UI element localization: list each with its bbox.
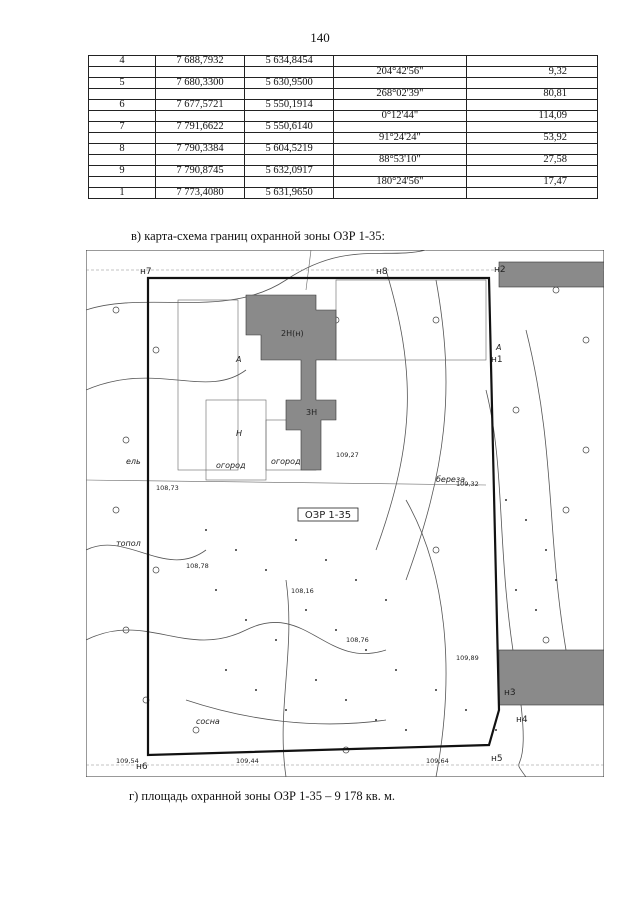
length-cell: 53,92 bbox=[466, 133, 597, 144]
point-label: н6 bbox=[136, 762, 148, 772]
table-row bbox=[89, 56, 598, 67]
point-label: н1 bbox=[491, 355, 503, 365]
length-cell bbox=[466, 100, 597, 111]
terrain-label: топол bbox=[116, 539, 141, 548]
y-coordinate-cell bbox=[245, 89, 334, 100]
x-coordinate-cell bbox=[155, 89, 244, 100]
direction-angle-cell bbox=[334, 122, 467, 133]
x-coordinate-cell: 7 688,7932 bbox=[155, 56, 244, 67]
point-number-cell: 7 bbox=[89, 122, 156, 133]
x-coordinate-cell bbox=[155, 111, 244, 122]
x-coordinate-cell: 7 680,3300 bbox=[155, 78, 244, 89]
length-cell bbox=[466, 188, 597, 199]
x-coordinate-cell bbox=[155, 133, 244, 144]
length-cell: 9,32 bbox=[466, 67, 597, 78]
y-coordinate-cell bbox=[245, 177, 334, 188]
area-caption: г) площадь охранной зоны ОЗР 1-35 – 9 178 кв. м. bbox=[129, 789, 395, 803]
direction-angle-cell: 88°53'10" bbox=[334, 155, 467, 166]
point-label: н7 bbox=[140, 267, 152, 277]
x-coordinate-cell: 7 677,5721 bbox=[155, 100, 244, 111]
point-number-cell: 9 bbox=[89, 166, 156, 177]
length-cell: 17,47 bbox=[466, 177, 597, 188]
table-row bbox=[89, 155, 598, 166]
terrain-label: огород bbox=[216, 461, 246, 470]
point-label: н5 bbox=[491, 754, 503, 764]
x-coordinate-cell bbox=[155, 67, 244, 78]
length-cell bbox=[466, 122, 597, 133]
point-label: н4 bbox=[516, 715, 528, 725]
table-row bbox=[89, 89, 598, 100]
terrain-label: ель bbox=[126, 457, 141, 466]
x-coordinate-cell: 7 791,6622 bbox=[155, 122, 244, 133]
table-row bbox=[89, 177, 598, 188]
direction-angle-cell: 180°24'56" bbox=[334, 177, 467, 188]
terrain-label: сосна bbox=[196, 717, 220, 726]
page-number: 140 bbox=[310, 30, 330, 45]
direction-angle-cell bbox=[334, 56, 467, 67]
y-coordinate-cell: 5 550,1914 bbox=[245, 100, 334, 111]
terrain-label: береза bbox=[436, 475, 466, 484]
elevation-label: 109,44 bbox=[236, 757, 259, 765]
zone-label: ОЗР 1-35 bbox=[304, 510, 352, 521]
table-row bbox=[89, 111, 598, 122]
point-number-cell bbox=[89, 155, 156, 166]
y-coordinate-cell bbox=[245, 155, 334, 166]
length-cell bbox=[466, 144, 597, 155]
x-coordinate-cell: 7 790,8745 bbox=[155, 166, 244, 177]
direction-angle-cell bbox=[334, 100, 467, 111]
point-number-cell bbox=[89, 133, 156, 144]
length-cell bbox=[466, 166, 597, 177]
elevation-label: 109,89 bbox=[456, 654, 479, 662]
point-number-cell: 4 bbox=[89, 56, 156, 67]
zone-map-drawing bbox=[86, 250, 604, 777]
table-row bbox=[89, 188, 598, 199]
elevation-label: 109,64 bbox=[426, 757, 449, 765]
y-coordinate-cell bbox=[245, 111, 334, 122]
y-coordinate-cell: 5 550,6140 bbox=[245, 122, 334, 133]
direction-angle-cell bbox=[334, 166, 467, 177]
building-label: 2Н(н) bbox=[281, 329, 304, 338]
table-row bbox=[89, 67, 598, 78]
point-number-cell: 6 bbox=[89, 100, 156, 111]
point-number-cell: 5 bbox=[89, 78, 156, 89]
table-row bbox=[89, 144, 598, 155]
table-row bbox=[89, 122, 598, 133]
direction-angle-cell: 268°02'39" bbox=[334, 89, 467, 100]
direction-angle-cell: 204°42'56" bbox=[334, 67, 467, 78]
y-coordinate-cell: 5 604,5219 bbox=[245, 144, 334, 155]
length-cell bbox=[466, 78, 597, 89]
direction-angle-cell bbox=[334, 78, 467, 89]
building-label: 3Н bbox=[306, 408, 318, 417]
point-number-cell bbox=[89, 177, 156, 188]
y-coordinate-cell: 5 630,9500 bbox=[245, 78, 334, 89]
elevation-label: 109,32 bbox=[456, 480, 479, 488]
length-cell: 27,58 bbox=[466, 155, 597, 166]
point-label: н3 bbox=[504, 688, 516, 698]
terrain-label: Н bbox=[236, 429, 243, 438]
length-cell: 80,81 bbox=[466, 89, 597, 100]
length-cell: 114,09 bbox=[466, 111, 597, 122]
table-row bbox=[89, 133, 598, 144]
point-label: н2 bbox=[494, 265, 506, 275]
point-number-cell: 8 bbox=[89, 144, 156, 155]
elevation-label: 109,54 bbox=[116, 757, 139, 765]
y-coordinate-cell: 5 631,9650 bbox=[245, 188, 334, 199]
y-coordinate-cell: 5 634,8454 bbox=[245, 56, 334, 67]
terrain-label: огород bbox=[271, 457, 301, 466]
x-coordinate-cell: 7 773,4080 bbox=[155, 188, 244, 199]
terrain-label: А bbox=[496, 343, 502, 352]
point-number-cell bbox=[89, 111, 156, 122]
map-caption: в) карта-схема границ охранной зоны ОЗР 1-35: bbox=[131, 229, 386, 243]
point-number-cell: 1 bbox=[89, 188, 156, 199]
elevation-label: 108,16 bbox=[291, 587, 314, 595]
zone-map bbox=[86, 250, 604, 777]
length-cell bbox=[466, 56, 597, 67]
elevation-label: 108,76 bbox=[346, 636, 369, 644]
zone-label-group bbox=[298, 508, 358, 521]
terrain-label: А bbox=[236, 355, 242, 364]
direction-angle-cell bbox=[334, 188, 467, 199]
elevation-label: 108,78 bbox=[186, 562, 209, 570]
direction-angle-cell: 0°12'44" bbox=[334, 111, 467, 122]
x-coordinate-cell: 7 790,3384 bbox=[155, 144, 244, 155]
table-row bbox=[89, 78, 598, 89]
y-coordinate-cell bbox=[245, 67, 334, 78]
direction-angle-cell bbox=[334, 144, 467, 155]
y-coordinate-cell: 5 632,0917 bbox=[245, 166, 334, 177]
x-coordinate-cell bbox=[155, 155, 244, 166]
elevation-label: 109,27 bbox=[336, 451, 359, 459]
point-number-cell bbox=[89, 89, 156, 100]
point-label: н8 bbox=[376, 267, 388, 277]
point-number-cell bbox=[89, 67, 156, 78]
coordinates-table bbox=[88, 55, 598, 199]
table-row bbox=[89, 166, 598, 177]
y-coordinate-cell bbox=[245, 133, 334, 144]
x-coordinate-cell bbox=[155, 177, 244, 188]
direction-angle-cell: 91°24'24" bbox=[334, 133, 467, 144]
table-row bbox=[89, 100, 598, 111]
elevation-label: 108,73 bbox=[156, 484, 179, 492]
